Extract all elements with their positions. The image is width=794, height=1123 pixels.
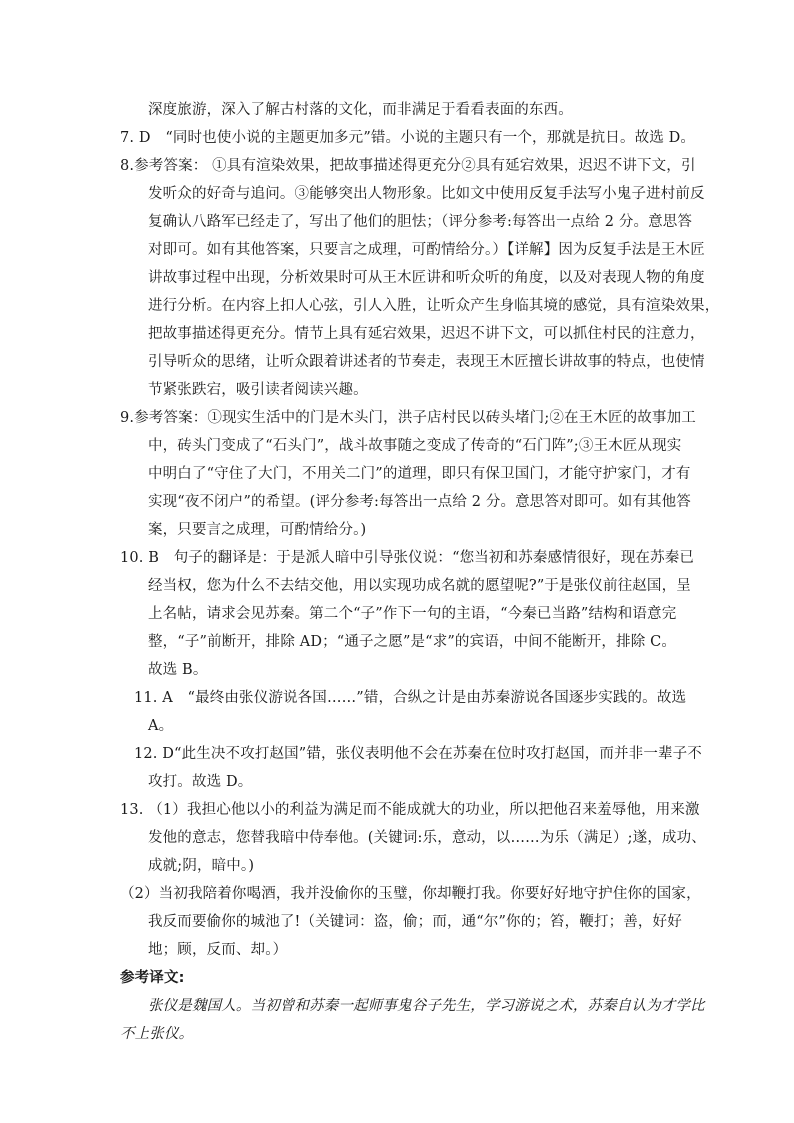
text-line: 上名帖，请求会见苏秦。第二个“子”作下一句的主语，“今秦已当路”结构和语意完 <box>148 606 677 622</box>
text-line: （2）当初我陪着你喝酒，我并没偷你的玉璧，你却鞭打我。你要好好地守护住你的国家， <box>120 886 701 902</box>
text-line: 整，“子”前断开，排除 AD；“通子之愿”是“求”的宾语，中间不能断开，排除 C。 <box>148 634 677 650</box>
text-line: 对即可。如有其他答案，只要言之成理，可酌情给分。）【详解】因为反复手法是王木匠 <box>148 242 705 258</box>
text-line: 讲故事过程中出现，分析效果时可从王木匠讲和听众听的角度，以及对表现人物的角度 <box>148 270 705 286</box>
text-line: 发听众的好奇与追问。③能够突出人物形象。比如文中使用反复手法写小鬼子进村前反 <box>148 186 705 202</box>
text-line: 7. D “同时也使小说的主题更加多元”错。小说的主题只有一个，那就是抗日。故选 D。 <box>120 130 696 146</box>
text-line: 发他的意志，您替我暗中侍奉他。(关键词:乐，意动，以……为乐（满足）;遂，成功、 <box>148 830 706 846</box>
text-line: 12. D“此生决不攻打赵国”错，张仪表明他不会在苏秦在位时攻打赵国，而并非一辈子不 <box>134 746 702 762</box>
text-line: 进行分析。在内容上扣人心弦，引人入胜，让听众产生身临其境的感觉，具有渲染效果， <box>148 298 720 314</box>
text-line: 中，砖头门变成了“石头门”，战斗故事随之变成了传奇的“石门阵”;③王木匠从现实 <box>148 438 682 454</box>
text-line: 11. A “最终由张仪游说各国……”错，合纵之计是由苏秦游说各国逐步实践的。故选 <box>134 690 687 706</box>
section-heading: 参考译文: <box>120 970 185 986</box>
text-line: 9.参考答案：①现实生活中的门是木头门，洪子店村民以砖头堵门;②在王木匠的故事加工 <box>120 410 696 426</box>
text-line: 我反而要偷你的城池了!（关键词：盗，偷；而，通“尔”你的；笞，鞭打；善，好好 <box>148 914 682 930</box>
translation-line: 张仪是魏国人。当初曾和苏秦一起师事鬼谷子先生，学习游说之术，苏秦自认为才学比 <box>148 998 705 1014</box>
text-line: 故选 B。 <box>148 662 208 678</box>
text-line: 把故事描述得更充分。情节上具有延宕效果，迟迟不讲下文，可以抓住村民的注意力， <box>148 326 705 342</box>
text-line: 13. （1）我担心他以小的利益为满足而不能成就大的功业，所以把他召来羞辱他，用来激 <box>120 802 700 818</box>
text-line: A。 <box>148 718 174 734</box>
text-line: 经当权，您为什么不去结交他，用以实现功成名就的愿望呢?”于是张仪前往赵国，呈 <box>148 578 691 594</box>
text-line: 8.参考答案： ①具有渲染效果，把故事描述得更充分②具有延宕效果，迟迟不讲下文，引 <box>120 158 696 174</box>
text-line: 案，只要言之成理，可酌情给分。) <box>148 522 367 538</box>
translation-line: 不上张仪。 <box>120 1026 194 1042</box>
text-line: 引导听众的思绪，让听众跟着讲述者的节奏走，表现王木匠擅长讲故事的特点，也使情 <box>148 354 705 370</box>
text-line: 10. B 句子的翻译是：于是派人暗中引导张仪说：“您当初和苏秦感情很好，现在苏秦已 <box>120 550 695 566</box>
text-line: 复确认八路军已经走了，写出了他们的胆怯；（评分参考:每答出一点给 2 分。意思答 <box>148 214 693 230</box>
text-line: 地；顾，反而、却。） <box>148 942 288 958</box>
text-line: 攻打。故选 D。 <box>148 774 253 790</box>
text-line: 实现“夜不闭户”的希望。(评分参考:每答出一点给 2 分。意思答对即可。如有其他答 <box>148 494 691 510</box>
text-line: 深度旅游，深入了解古村落的文化，而非满足于看看表面的东西。 <box>148 102 573 118</box>
text-line: 节紧张跌宕，吸引读者阅读兴趣。 <box>148 382 368 398</box>
text-line: 成就;阴，暗中。) <box>148 858 255 874</box>
text-line: 中明白了“守住了大门，不用关二门”的道理，即只有保卫国门，才能守护家门，才有 <box>148 466 691 482</box>
